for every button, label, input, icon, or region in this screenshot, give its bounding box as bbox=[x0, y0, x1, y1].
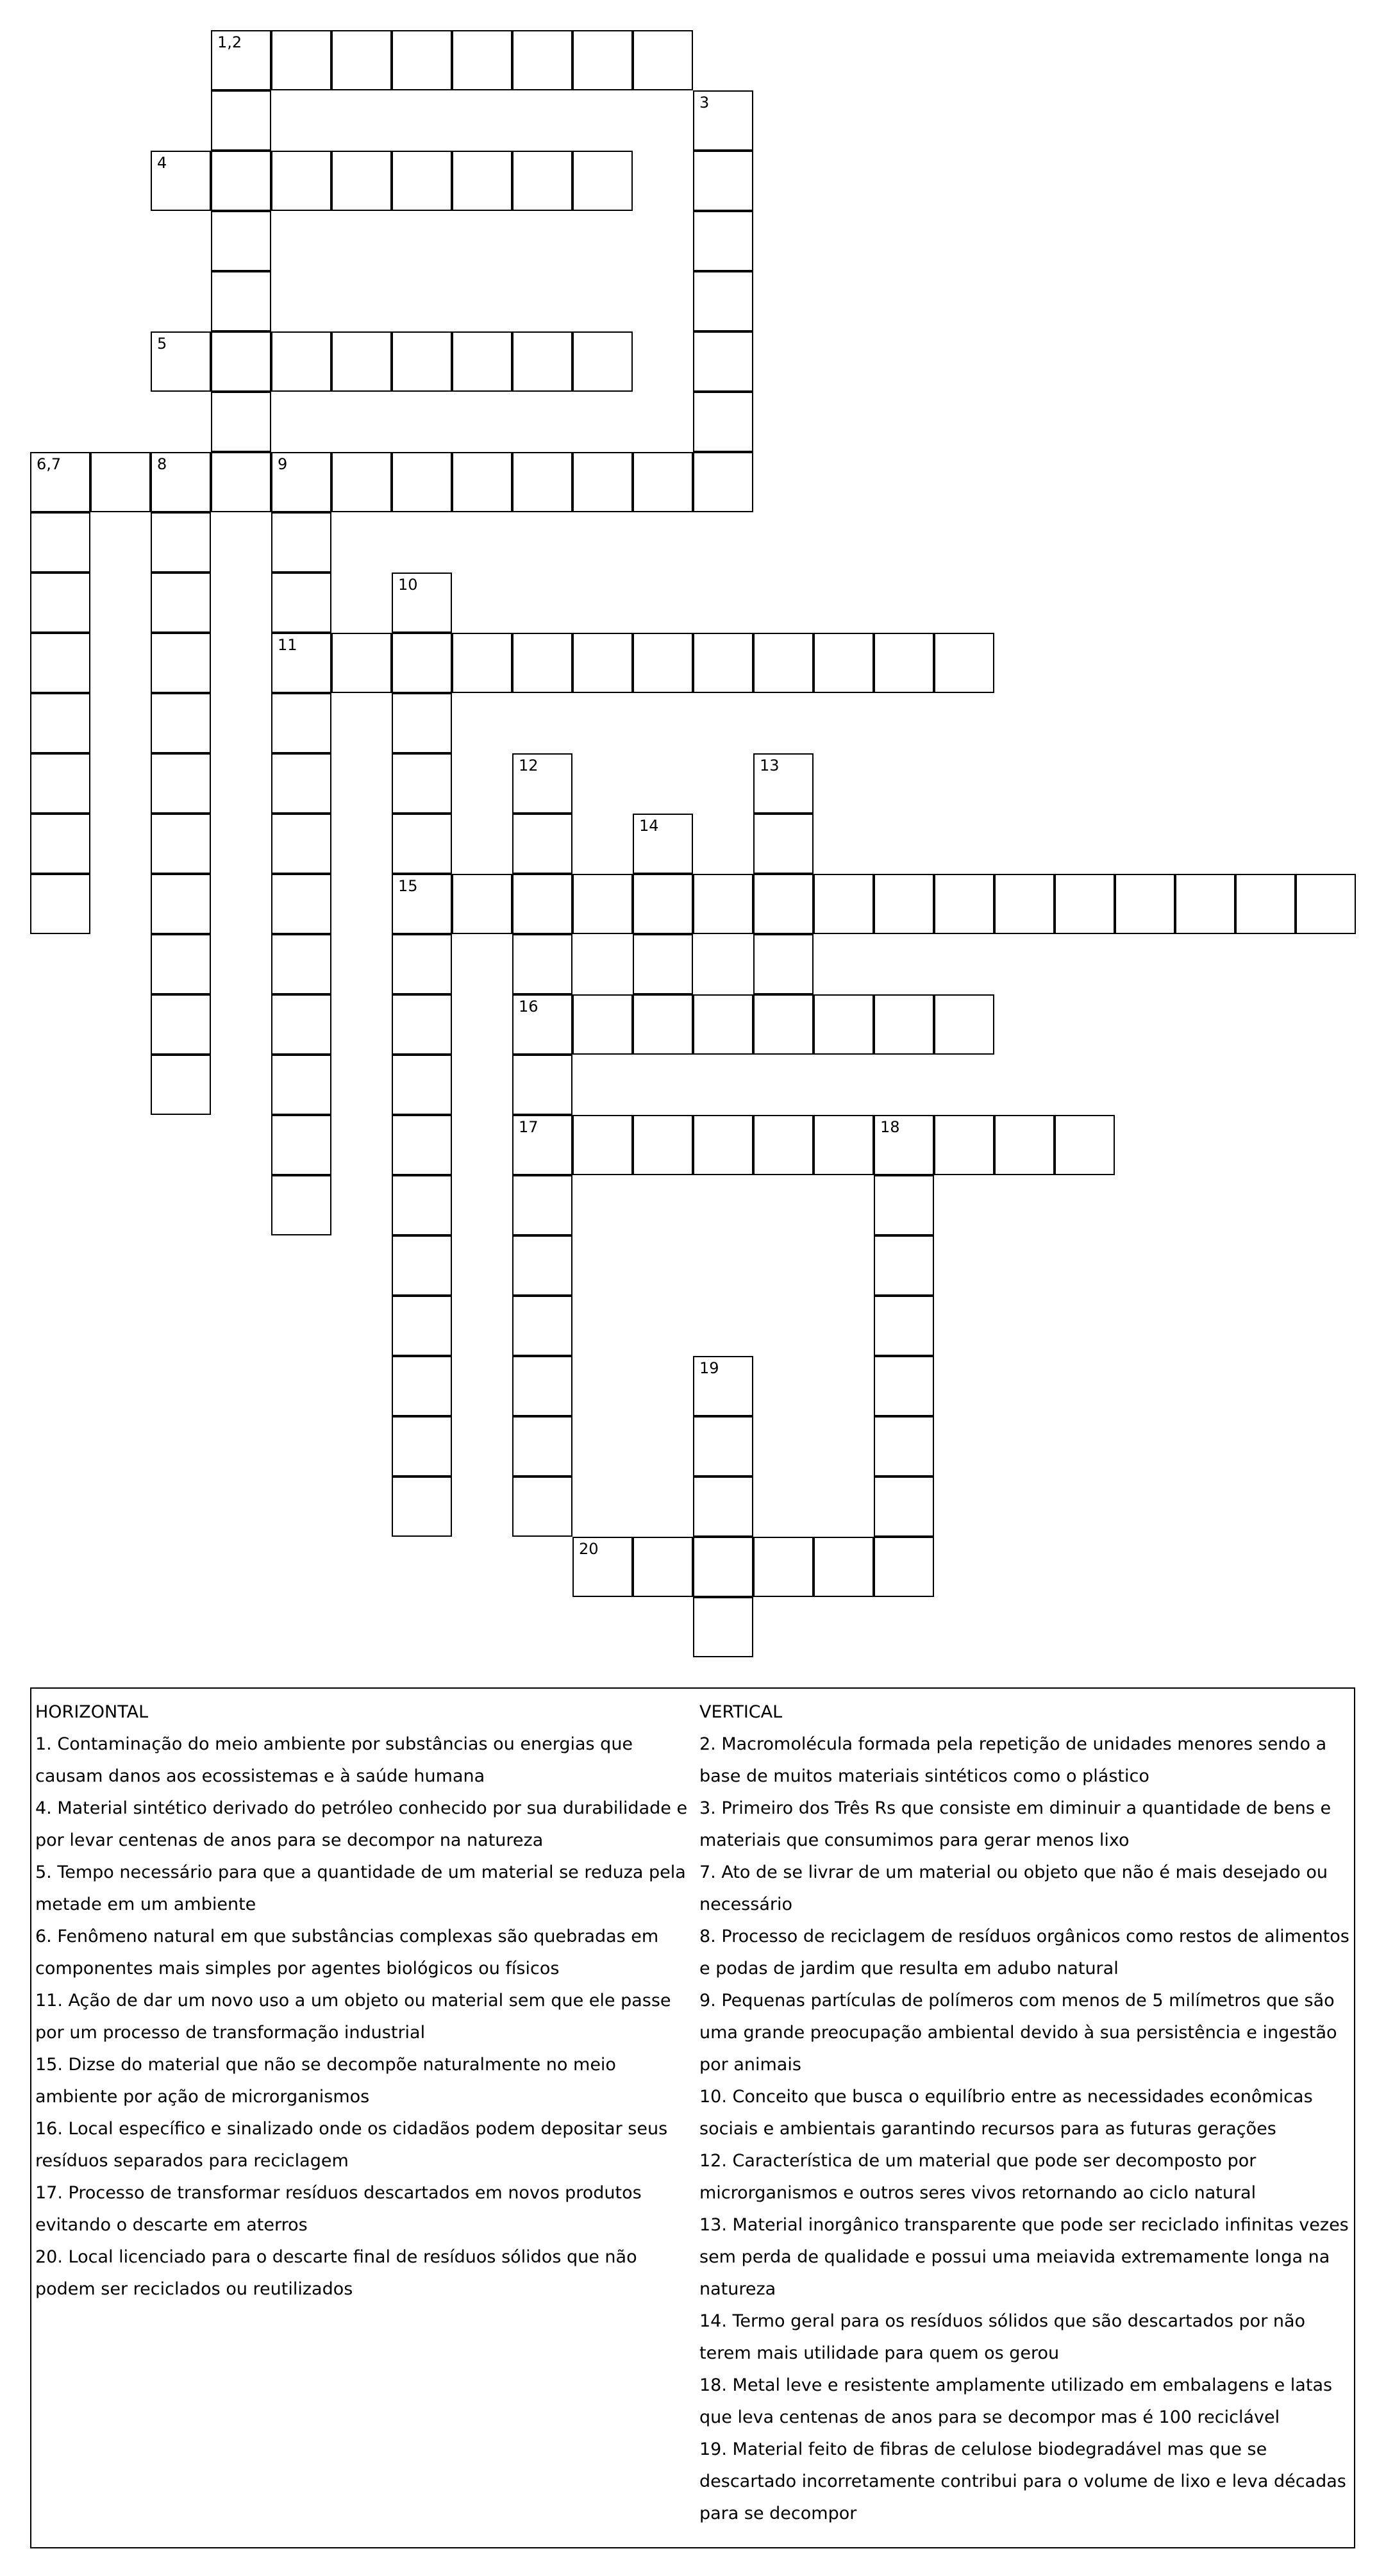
crossword-cell[interactable] bbox=[693, 90, 753, 151]
crossword-cell[interactable] bbox=[271, 452, 331, 512]
clue-across-20: 20. Local licenciado para o descarte final de resíduos sólidos que não podem ser reciclados ou reutilizados bbox=[35, 2247, 637, 2299]
crossword-cell[interactable] bbox=[392, 331, 452, 392]
crossword-cell[interactable] bbox=[151, 874, 211, 934]
crossword-cell[interactable] bbox=[693, 874, 753, 934]
crossword-cell[interactable] bbox=[512, 934, 572, 994]
crossword-cell[interactable] bbox=[512, 1235, 572, 1296]
crossword-cell[interactable] bbox=[271, 573, 331, 633]
crossword-cell[interactable] bbox=[271, 1115, 331, 1175]
crossword-cell[interactable] bbox=[30, 753, 90, 814]
crossword-cell[interactable] bbox=[512, 1175, 572, 1235]
crossword-cell[interactable] bbox=[211, 331, 271, 392]
crossword-cell[interactable] bbox=[633, 30, 693, 90]
clue-number: 17 bbox=[519, 1118, 539, 1136]
crossword-cell[interactable] bbox=[512, 331, 572, 392]
crossword-cell[interactable] bbox=[151, 573, 211, 633]
crossword-cell[interactable] bbox=[693, 1115, 753, 1175]
crossword-cell[interactable] bbox=[693, 994, 753, 1055]
crossword-cell[interactable] bbox=[271, 874, 331, 934]
crossword-cell[interactable] bbox=[151, 934, 211, 994]
crossword-cell[interactable] bbox=[151, 814, 211, 874]
crossword-cell[interactable] bbox=[633, 633, 693, 693]
clue-down-7: 7. Ato de se livrar de um material ou objeto que não é mais desejado ou necessário bbox=[699, 1862, 1328, 1914]
crossword-cell[interactable] bbox=[271, 753, 331, 814]
crossword-cell[interactable] bbox=[30, 874, 90, 934]
clue-number: 15 bbox=[398, 877, 418, 895]
crossword-cell[interactable] bbox=[572, 151, 633, 211]
crossword-cell[interactable] bbox=[271, 1175, 331, 1235]
crossword-cell[interactable] bbox=[151, 753, 211, 814]
crossword-cell[interactable] bbox=[512, 1115, 572, 1175]
crossword-cell[interactable] bbox=[271, 814, 331, 874]
crossword-cell[interactable] bbox=[392, 753, 452, 814]
crossword-cell[interactable] bbox=[392, 452, 452, 512]
clue-down-10: 10. Conceito que busca o equilíbrio entre as necessidades econômicas sociais e ambientais garantindo recursos para as futuras gerações bbox=[699, 2087, 1313, 2139]
crossword-cell[interactable] bbox=[633, 874, 693, 934]
crossword-cell[interactable] bbox=[753, 934, 814, 994]
crossword-cell[interactable] bbox=[392, 30, 452, 90]
crossword-cell[interactable] bbox=[874, 1476, 934, 1537]
crossword-cell[interactable] bbox=[572, 874, 633, 934]
crossword-cell[interactable] bbox=[392, 1476, 452, 1537]
crossword-cell[interactable] bbox=[452, 151, 512, 211]
clues-box bbox=[30, 1687, 1355, 2548]
clue-number: 19 bbox=[699, 1359, 719, 1377]
crossword-cell[interactable] bbox=[874, 1115, 934, 1175]
clue-number: 13 bbox=[760, 757, 780, 774]
crossword-cell[interactable] bbox=[512, 633, 572, 693]
crossword-cell[interactable] bbox=[693, 1416, 753, 1476]
clue-number: 12 bbox=[519, 757, 539, 774]
crossword-cell[interactable] bbox=[271, 1055, 331, 1115]
clue-across-17: 17. Processo de transformar resíduos descartados em novos produtos evitando o descarte em aterros bbox=[35, 2183, 642, 2235]
crossword-cell[interactable] bbox=[572, 633, 633, 693]
crossword-cell[interactable] bbox=[874, 874, 934, 934]
crossword-cell[interactable] bbox=[211, 392, 271, 452]
crossword-cell[interactable] bbox=[633, 1115, 693, 1175]
crossword-cell[interactable] bbox=[151, 994, 211, 1055]
clue-down-2: 2. Macromolécula formada pela repetição de unidades menores sendo a base de muitos materiais sintéticos como o plástico bbox=[699, 1734, 1327, 1786]
crossword-cell[interactable] bbox=[211, 30, 271, 90]
crossword-cell[interactable] bbox=[753, 874, 814, 934]
crossword-cell[interactable] bbox=[512, 753, 572, 814]
crossword-cell[interactable] bbox=[512, 874, 572, 934]
clue-across-15: 15. Dizse do material que não se decompõe naturalmente no meio ambiente por ação de microrganismos bbox=[35, 2055, 616, 2107]
crossword-cell[interactable] bbox=[512, 1356, 572, 1416]
crossword-cell[interactable] bbox=[693, 1356, 753, 1416]
clue-down-13: 13. Material inorgânico transparente que pode ser reciclado infinitas vezes sem perda de qualidade e possui uma meiavida extremamente longa na natureza bbox=[699, 2215, 1349, 2299]
crossword-cell[interactable] bbox=[572, 1537, 633, 1597]
crossword-cell[interactable] bbox=[392, 1356, 452, 1416]
crossword-cell[interactable] bbox=[1115, 874, 1175, 934]
crossword-cell[interactable] bbox=[572, 452, 633, 512]
crossword-cell[interactable] bbox=[934, 1115, 994, 1175]
crossword-cell[interactable] bbox=[693, 633, 753, 693]
crossword-cell[interactable] bbox=[572, 30, 633, 90]
crossword-cell[interactable] bbox=[934, 874, 994, 934]
clue-across-5: 5. Tempo necessário para que a quantidade de um material se reduza pela metade em um ambiente bbox=[35, 1862, 686, 1914]
crossword-cell[interactable] bbox=[1296, 874, 1356, 934]
crossword-cell[interactable] bbox=[151, 452, 211, 512]
crossword-cell[interactable] bbox=[452, 874, 512, 934]
crossword-cell[interactable] bbox=[271, 633, 331, 693]
crossword-cell[interactable] bbox=[633, 452, 693, 512]
crossword-cell[interactable] bbox=[331, 151, 392, 211]
crossword-cell[interactable] bbox=[693, 452, 753, 512]
crossword-cell[interactable] bbox=[30, 633, 90, 693]
crossword-cell[interactable] bbox=[814, 994, 874, 1055]
crossword-cell[interactable] bbox=[211, 90, 271, 151]
crossword-cell[interactable] bbox=[90, 452, 151, 512]
crossword-cell[interactable] bbox=[211, 271, 271, 331]
crossword-cell[interactable] bbox=[753, 814, 814, 874]
crossword-cell[interactable] bbox=[392, 874, 452, 934]
crossword-cell[interactable] bbox=[934, 633, 994, 693]
crossword-cell[interactable] bbox=[392, 1416, 452, 1476]
crossword-cell[interactable] bbox=[693, 271, 753, 331]
clue-number: 5 bbox=[157, 335, 167, 353]
clue-down-8: 8. Processo de reciclagem de resíduos orgânicos como restos de alimentos e podas de jardim que resulta em adubo natural bbox=[699, 1927, 1349, 1978]
crossword-cell[interactable] bbox=[30, 814, 90, 874]
crossword-cell[interactable] bbox=[693, 151, 753, 211]
crossword-cell[interactable] bbox=[30, 512, 90, 573]
vertical-clues bbox=[699, 1696, 1353, 2530]
crossword-cell[interactable] bbox=[512, 452, 572, 512]
crossword-cell[interactable] bbox=[753, 1115, 814, 1175]
crossword-cell[interactable] bbox=[392, 1055, 452, 1115]
clue-number: 14 bbox=[639, 817, 659, 835]
crossword-cell[interactable] bbox=[30, 693, 90, 753]
crossword-cell[interactable] bbox=[633, 1537, 693, 1597]
crossword-cell[interactable] bbox=[874, 1175, 934, 1235]
crossword-cell[interactable] bbox=[211, 452, 271, 512]
crossword-cell[interactable] bbox=[693, 392, 753, 452]
crossword-cell[interactable] bbox=[331, 30, 392, 90]
crossword-cell[interactable] bbox=[30, 452, 90, 512]
crossword-cell[interactable] bbox=[452, 452, 512, 512]
crossword-cell[interactable] bbox=[874, 1296, 934, 1356]
crossword-cell[interactable] bbox=[392, 994, 452, 1055]
clue-number: 1,2 bbox=[217, 33, 242, 51]
crossword-cell[interactable] bbox=[874, 1416, 934, 1476]
crossword-cell[interactable] bbox=[572, 1115, 633, 1175]
crossword-cell[interactable] bbox=[271, 934, 331, 994]
crossword-cell[interactable] bbox=[392, 573, 452, 633]
crossword-cell[interactable] bbox=[1055, 1115, 1115, 1175]
crossword-cell[interactable] bbox=[271, 331, 331, 392]
clue-down-14: 14. Termo geral para os resíduos sólidos que são descartados por não terem mais utilidade para quem os gerou bbox=[699, 2311, 1306, 2363]
crossword-cell[interactable] bbox=[1235, 874, 1296, 934]
crossword-cell[interactable] bbox=[331, 331, 392, 392]
crossword-cell[interactable] bbox=[874, 1235, 934, 1296]
crossword-cell[interactable] bbox=[512, 994, 572, 1055]
crossword-cell[interactable] bbox=[994, 874, 1055, 934]
crossword-cell[interactable] bbox=[994, 1115, 1055, 1175]
crossword-cell[interactable] bbox=[512, 1296, 572, 1356]
crossword-cell[interactable] bbox=[814, 874, 874, 934]
crossword-cell[interactable] bbox=[30, 573, 90, 633]
clue-number: 16 bbox=[519, 998, 539, 1016]
crossword-cell[interactable] bbox=[392, 934, 452, 994]
clue-number: 18 bbox=[880, 1118, 900, 1136]
crossword-cell[interactable] bbox=[572, 994, 633, 1055]
crossword-cell[interactable] bbox=[874, 633, 934, 693]
crossword-cell[interactable] bbox=[512, 30, 572, 90]
crossword-cell[interactable] bbox=[211, 151, 271, 211]
crossword-cell[interactable] bbox=[392, 151, 452, 211]
clue-across-16: 16. Local específico e sinalizado onde os cidadãos podem depositar seus resíduos separados para reciclagem bbox=[35, 2119, 668, 2171]
crossword-cell[interactable] bbox=[1055, 874, 1115, 934]
crossword-cell[interactable] bbox=[211, 211, 271, 271]
clue-number: 20 bbox=[579, 1540, 599, 1558]
clue-across-6: 6. Fenômeno natural em que substâncias complexas são quebradas em componentes mais simples por agentes biológicos ou físicos bbox=[35, 1927, 659, 1978]
crossword-cell[interactable] bbox=[814, 1537, 874, 1597]
crossword-cell[interactable] bbox=[392, 1175, 452, 1235]
clue-across-4: 4. Material sintético derivado do petróleo conhecido por sua durabilidade e por levar centenas de anos para se decompor na natureza bbox=[35, 1798, 688, 1850]
horizontal-heading: HORIZONTAL bbox=[35, 1702, 149, 1722]
clue-down-12: 12. Característica de um material que pode ser decomposto por microrganismos e outros seres vivos retornando ao ciclo natural bbox=[699, 2151, 1257, 2203]
crossword-cell[interactable] bbox=[271, 693, 331, 753]
clue-number: 3 bbox=[699, 94, 710, 112]
crossword-cell[interactable] bbox=[753, 1537, 814, 1597]
crossword-cell[interactable] bbox=[331, 633, 392, 693]
crossword-cell[interactable] bbox=[693, 331, 753, 392]
clue-number: 9 bbox=[278, 455, 288, 473]
crossword-cell[interactable] bbox=[452, 633, 512, 693]
crossword-cell[interactable] bbox=[392, 1115, 452, 1175]
crossword-cell[interactable] bbox=[874, 1537, 934, 1597]
clue-number: 4 bbox=[157, 154, 167, 172]
crossword-cell[interactable] bbox=[271, 151, 331, 211]
vertical-heading: VERTICAL bbox=[699, 1702, 783, 1722]
crossword-cell[interactable] bbox=[512, 814, 572, 874]
crossword-cell[interactable] bbox=[633, 934, 693, 994]
clue-number: 10 bbox=[398, 576, 418, 594]
crossword-cell[interactable] bbox=[693, 1537, 753, 1597]
crossword-cell[interactable] bbox=[271, 994, 331, 1055]
crossword-cell[interactable] bbox=[151, 693, 211, 753]
crossword-cell[interactable] bbox=[392, 814, 452, 874]
crossword-cell[interactable] bbox=[814, 1115, 874, 1175]
crossword-cell[interactable] bbox=[753, 994, 814, 1055]
horizontal-clues bbox=[35, 1696, 689, 2305]
crossword-cell[interactable] bbox=[512, 1476, 572, 1537]
crossword-cell[interactable] bbox=[874, 1356, 934, 1416]
clue-number: 6,7 bbox=[37, 455, 62, 473]
crossword-cell[interactable] bbox=[452, 331, 512, 392]
crossword-cell[interactable] bbox=[331, 452, 392, 512]
crossword-cell[interactable] bbox=[693, 211, 753, 271]
crossword-cell[interactable] bbox=[1175, 874, 1235, 934]
crossword-cell[interactable] bbox=[271, 30, 331, 90]
crossword-cell[interactable] bbox=[693, 1476, 753, 1537]
clue-down-9: 9. Pequenas partículas de polímeros com menos de 5 milímetros que são uma grande preocupação ambiental devido à sua persistência e ingestão por animais bbox=[699, 1991, 1337, 2075]
crossword-cell[interactable] bbox=[151, 512, 211, 573]
crossword-cell[interactable] bbox=[392, 693, 452, 753]
crossword-cell[interactable] bbox=[151, 1055, 211, 1115]
crossword-cell[interactable] bbox=[633, 994, 693, 1055]
crossword-cell[interactable] bbox=[392, 1235, 452, 1296]
crossword-cell[interactable] bbox=[753, 753, 814, 814]
crossword-cell[interactable] bbox=[814, 633, 874, 693]
crossword-cell[interactable] bbox=[633, 814, 693, 874]
crossword-cell[interactable] bbox=[512, 1416, 572, 1476]
crossword-cell[interactable] bbox=[151, 151, 211, 211]
crossword-cell[interactable] bbox=[753, 633, 814, 693]
crossword-cell[interactable] bbox=[572, 331, 633, 392]
crossword-cell[interactable] bbox=[452, 30, 512, 90]
clue-down-3: 3. Primeiro dos Três Rs que consiste em diminuir a quantidade de bens e materiais que consumimos para gerar menos lixo bbox=[699, 1798, 1332, 1850]
clue-number: 8 bbox=[157, 455, 167, 473]
clue-number: 11 bbox=[278, 636, 297, 654]
clue-down-19: 19. Material feito de fibras de celulose biodegradável mas que se descartado incorretamente contribui para o volume de lixo e leva décadas para se decompor bbox=[699, 2439, 1346, 2523]
crossword-cell[interactable] bbox=[934, 994, 994, 1055]
crossword-cell[interactable] bbox=[271, 512, 331, 573]
crossword-cell[interactable] bbox=[693, 1597, 753, 1657]
crossword-cell[interactable] bbox=[151, 633, 211, 693]
crossword-cell[interactable] bbox=[512, 151, 572, 211]
crossword-cell[interactable] bbox=[151, 331, 211, 392]
crossword-cell[interactable] bbox=[874, 994, 934, 1055]
clue-across-1: 1. Contaminação do meio ambiente por substâncias ou energias que causam danos aos ecossistemas e à saúde humana bbox=[35, 1734, 633, 1786]
clue-across-11: 11. Ação de dar um novo uso a um objeto ou material sem que ele passe por um processo de transformação industrial bbox=[35, 1991, 671, 2043]
crossword-cell[interactable] bbox=[392, 1296, 452, 1356]
crossword-cell[interactable] bbox=[512, 1055, 572, 1115]
clue-down-18: 18. Metal leve e resistente amplamente utilizado em embalagens e latas que leva centenas de anos para se decompor mas é 100 reciclável bbox=[699, 2375, 1333, 2427]
crossword-cell[interactable] bbox=[392, 633, 452, 693]
